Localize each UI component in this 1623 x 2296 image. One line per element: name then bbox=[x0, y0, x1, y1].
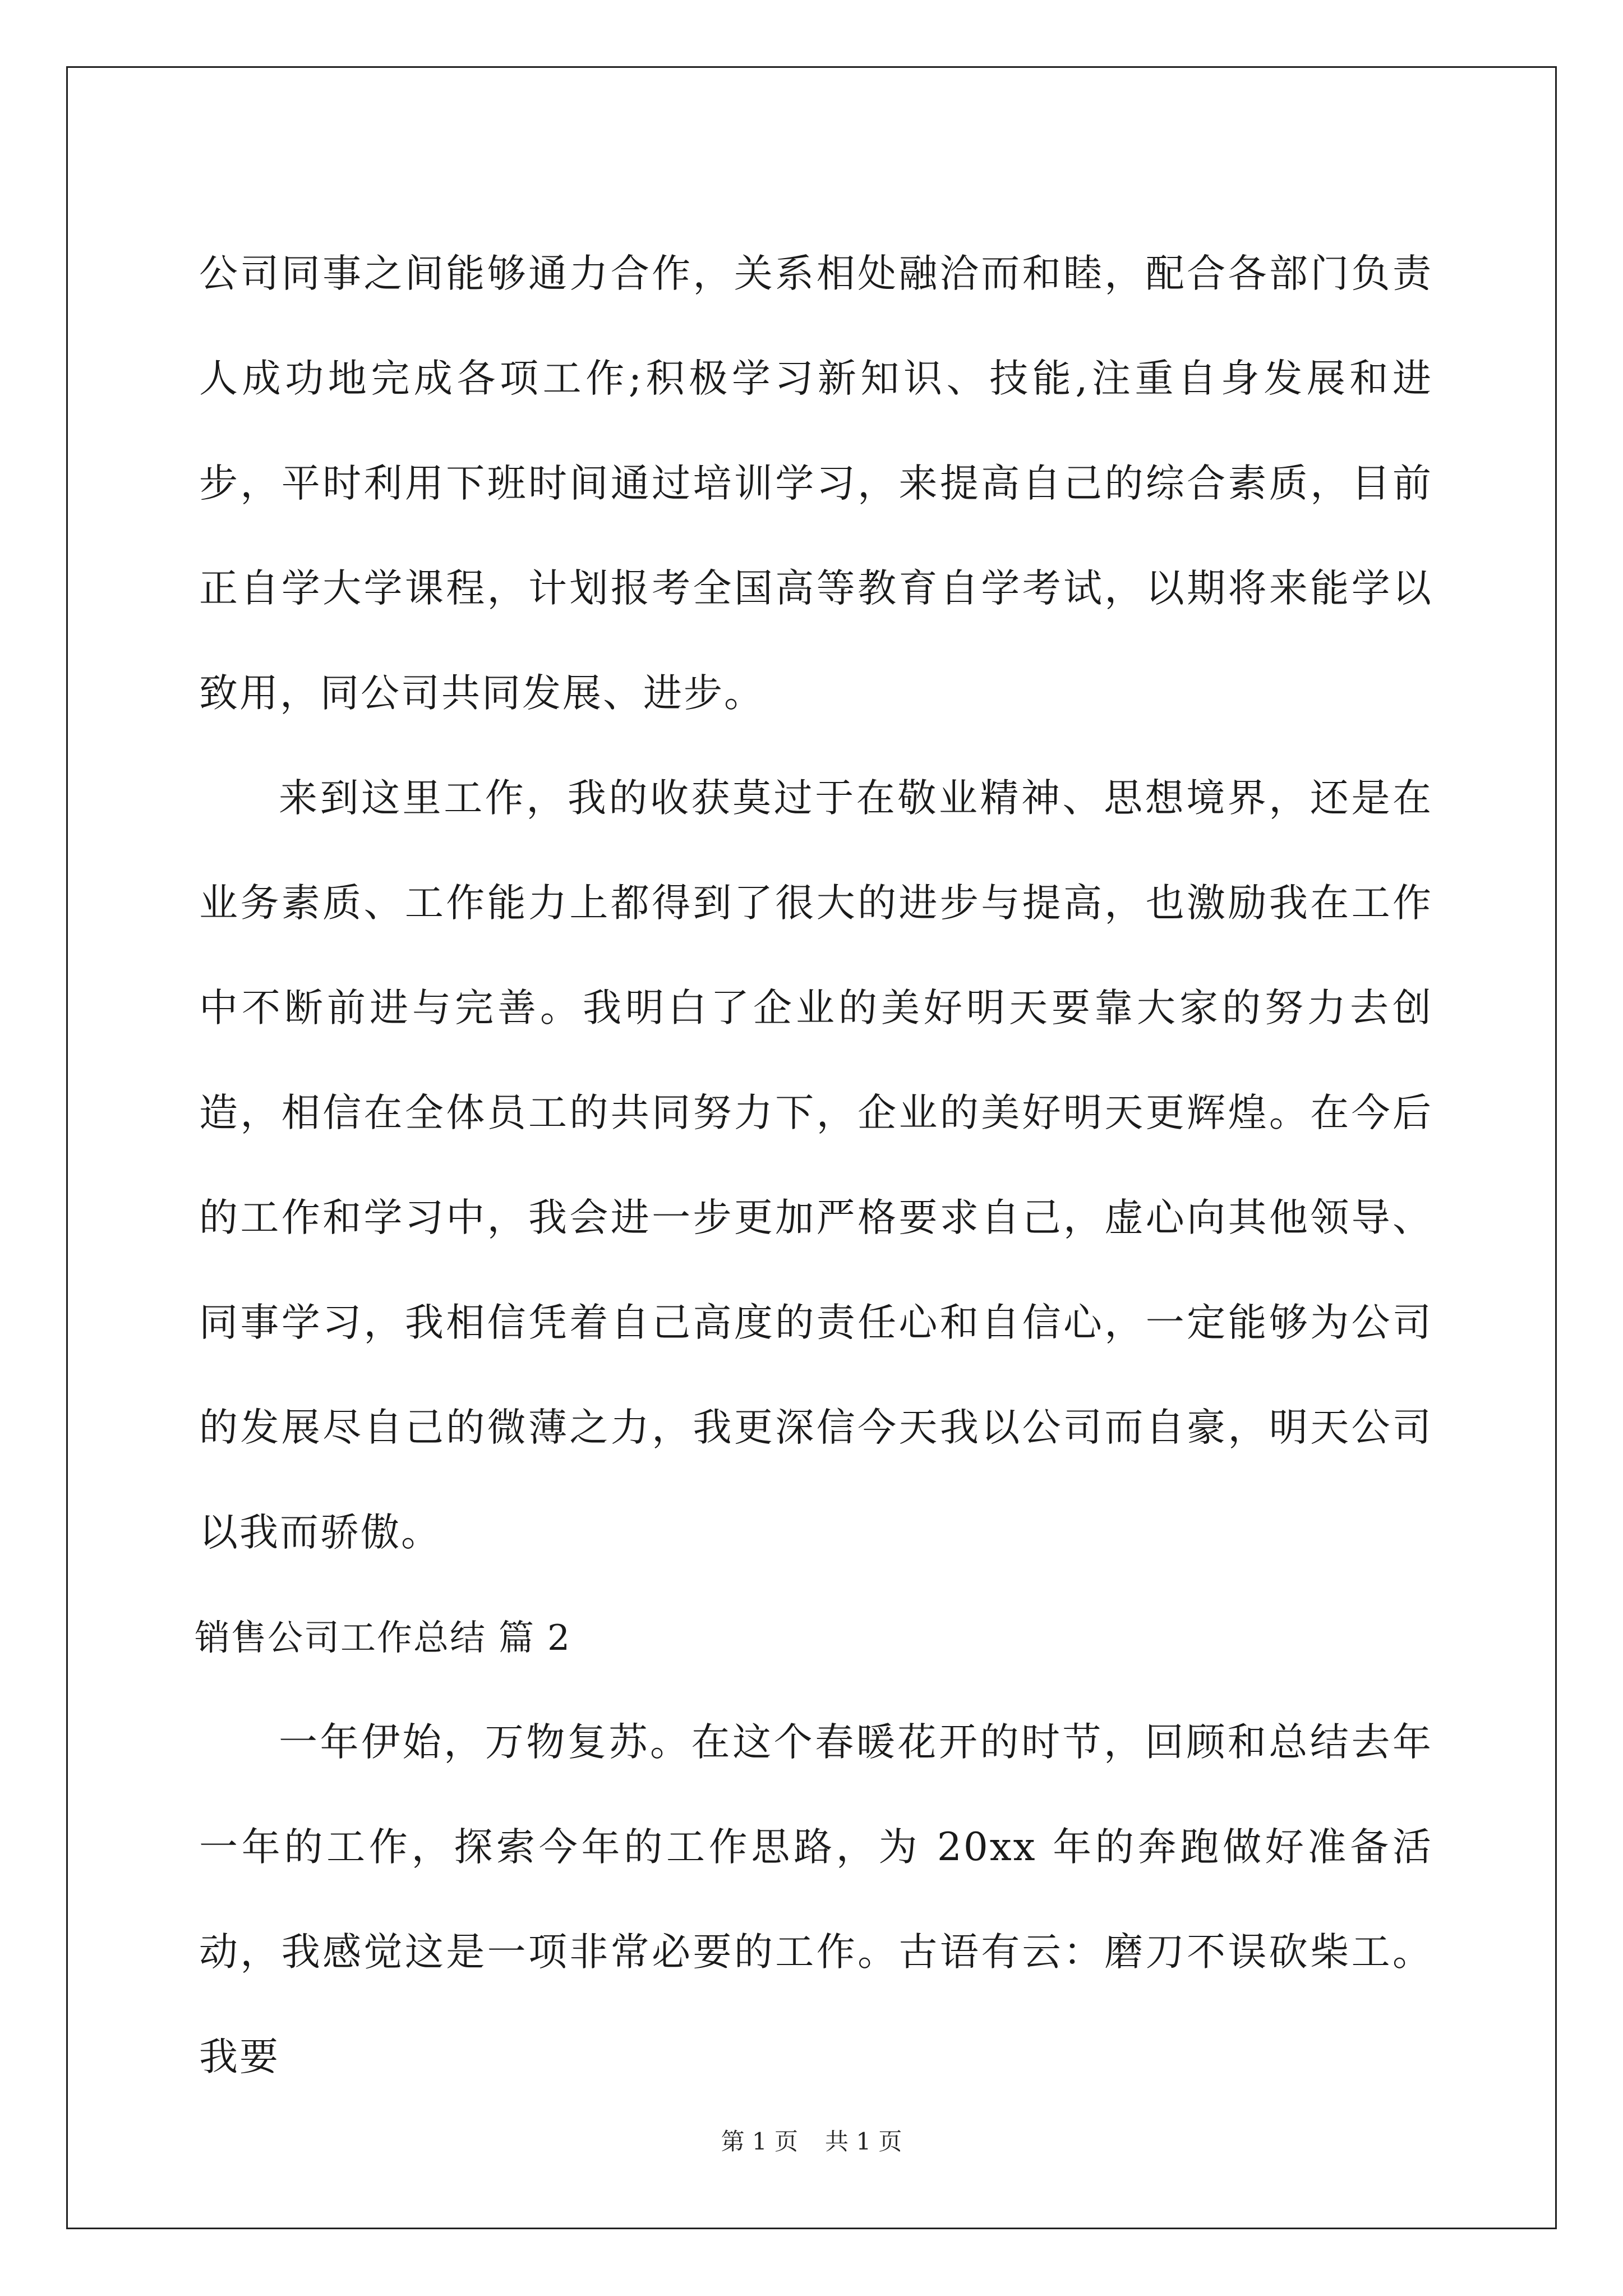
page-footer bbox=[0, 2125, 1623, 2159]
document-body bbox=[195, 222, 1433, 2110]
paragraph-3: 一年伊始，万物复苏。在这个春暖花开的时节，回顾和总结去年一年的工作，探索今年的工作思路，为 20xx 年的奔跑做好准备活动，我感觉这是一项非常必要的工作。古语有云：磨刀不误砍柴工。我要 bbox=[199, 1720, 1433, 2079]
page-number-current: 第 1 页 bbox=[721, 2128, 798, 2155]
paragraph-1: 公司同事之间能够通力合作，关系相处融洽而和睦，配合各部门负责人成功地完成各项工作;积极学习新知识、技能,注重自身发展和进步，平时利用下班时间通过培训学习，来提高自己的综合素质，目前正自学大学课程，计划报考全国高等教育自学考试，以期将来能学以致用，同公司共同发展、进步。 bbox=[199, 251, 1433, 716]
paragraph-2: 来到这里工作，我的收获莫过于在敬业精神、思想境界，还是在业务素质、工作能力上都得到了很大的进步与提高，也激励我在工作中不断前进与完善。我明白了企业的美好明天要靠大家的努力去创造，相信在全体员工的共同努力下，企业的美好明天更辉煌。在今后的工作和学习中，我会进一步更加严格要求自己，虚心向其他领导、同事学习，我相信凭着自己高度的责任心和自信心，一定能够为公司的发展尽自己的微薄之力，我更深信今天我以公司而自豪，明天公司以我而骄傲。 bbox=[199, 776, 1433, 1555]
page-number-total: 共 1 页 bbox=[825, 2128, 902, 2155]
section-heading: 销售公司工作总结 篇 2 bbox=[195, 1617, 571, 1658]
